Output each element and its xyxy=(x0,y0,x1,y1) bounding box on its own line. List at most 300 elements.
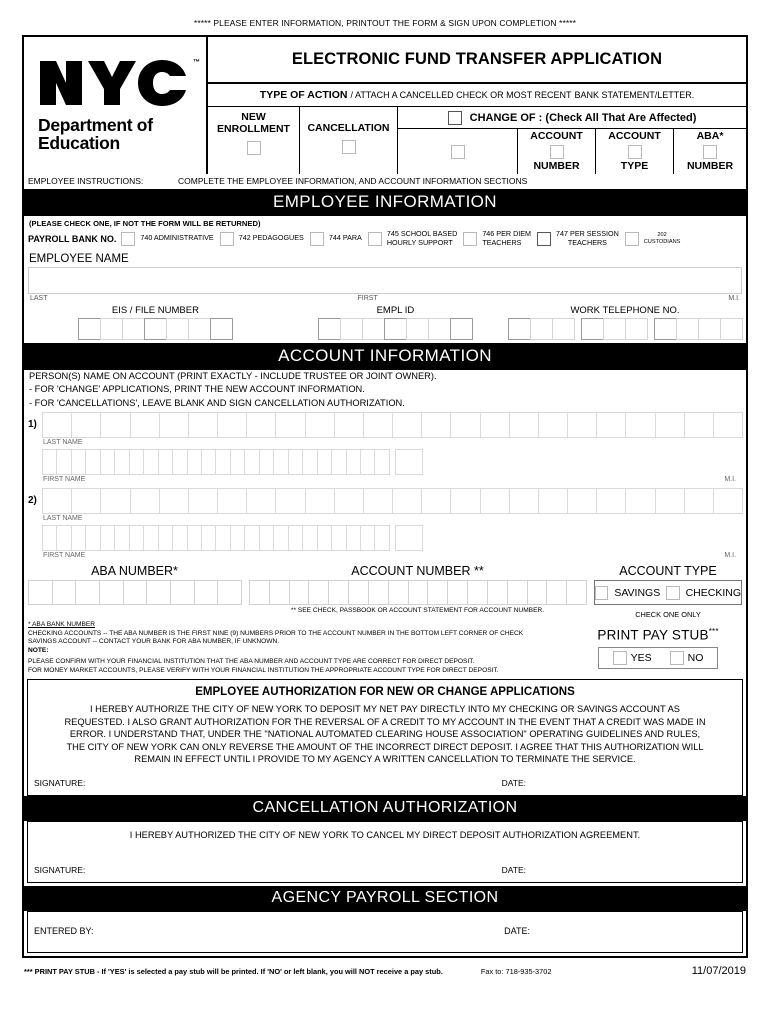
char-box[interactable] xyxy=(362,318,385,340)
char-cell[interactable] xyxy=(56,449,71,475)
payroll-740-checkbox[interactable] xyxy=(121,232,135,246)
person-2-first-name-input[interactable] xyxy=(42,525,389,551)
char-cell[interactable] xyxy=(246,412,276,438)
char-box[interactable] xyxy=(654,318,677,340)
payroll-740-label: 740 ADMINISTRATIVE xyxy=(140,233,214,243)
char-cell[interactable] xyxy=(567,488,597,514)
person-1-first-sublabel-row xyxy=(28,475,742,486)
char-cell[interactable] xyxy=(331,449,346,475)
char-cell[interactable] xyxy=(527,580,548,605)
char-cell[interactable] xyxy=(52,580,77,605)
payroll-746-checkbox[interactable] xyxy=(463,232,477,246)
char-box[interactable] xyxy=(318,318,341,340)
char-cell[interactable] xyxy=(130,488,160,514)
change-account-number-label-1: ACCOUNT xyxy=(530,130,583,142)
char-cell[interactable] xyxy=(100,488,130,514)
char-cell[interactable] xyxy=(374,449,389,475)
empl-id-group xyxy=(283,305,508,340)
footer-revision-date: 11/07/2019 xyxy=(691,965,746,978)
char-cell[interactable] xyxy=(566,580,587,605)
print-pay-stub-text: PRINT PAY STUB xyxy=(597,627,709,643)
char-cell[interactable] xyxy=(71,488,101,514)
type-of-action-instruction: / ATTACH A CANCELLED CHECK OR MOST RECENT xyxy=(350,90,572,100)
person-2-number: 2) xyxy=(28,495,37,507)
char-cell[interactable] xyxy=(249,580,270,605)
print-pay-stub-yes[interactable] xyxy=(613,651,652,665)
char-box[interactable] xyxy=(100,318,123,340)
account-information-bar: ACCOUNT INFORMATION xyxy=(24,343,746,370)
char-cell[interactable] xyxy=(509,412,539,438)
payroll-742-label: 742 PEDAGOGUES xyxy=(238,233,304,243)
change-account-type-label-1: ACCOUNT xyxy=(608,130,661,142)
char-cell[interactable] xyxy=(123,580,148,605)
char-box[interactable] xyxy=(581,318,604,340)
char-box[interactable] xyxy=(450,318,473,340)
char-cell[interactable] xyxy=(334,412,364,438)
char-cell[interactable] xyxy=(487,580,508,605)
char-box[interactable] xyxy=(406,318,429,340)
char-box[interactable] xyxy=(428,318,451,340)
payroll-option-202[interactable] xyxy=(625,232,681,246)
person-1-last-line xyxy=(28,412,742,438)
print-pay-stub-no-label: NO xyxy=(687,651,704,664)
char-cell[interactable] xyxy=(100,412,130,438)
char-cell[interactable] xyxy=(480,412,510,438)
char-cell[interactable] xyxy=(217,488,247,514)
new-enrollment-cell[interactable] xyxy=(208,107,300,174)
form-footer xyxy=(0,958,770,977)
payroll-option-744[interactable] xyxy=(310,232,362,246)
eis-file-number-input[interactable] xyxy=(78,318,232,340)
payroll-746-label-2: TEACHERS xyxy=(482,237,522,247)
note-title: NOTE: xyxy=(28,646,49,654)
char-cell[interactable] xyxy=(201,449,216,475)
form-title: ELECTRONIC FUND TRANSFER APPLICATION xyxy=(291,50,663,68)
char-box[interactable] xyxy=(698,318,721,340)
char-cell[interactable] xyxy=(363,488,393,514)
char-cell[interactable] xyxy=(421,488,451,514)
person-1-number: 1) xyxy=(28,419,37,431)
change-of-blank-cell[interactable] xyxy=(398,129,518,174)
change-aba-number-label-2: NUMBER xyxy=(686,159,734,172)
eis-file-number-group xyxy=(28,305,283,340)
change-account-type-cell[interactable] xyxy=(596,129,674,174)
char-cell[interactable] xyxy=(56,525,71,551)
char-box[interactable] xyxy=(144,318,167,340)
char-cell[interactable] xyxy=(567,412,597,438)
authorization-signature-row xyxy=(28,775,742,795)
char-cell[interactable] xyxy=(188,412,218,438)
payroll-747-label-1: 747 PER SESSION xyxy=(556,229,619,239)
char-cell[interactable] xyxy=(308,580,329,605)
change-of-header[interactable] xyxy=(398,107,746,129)
char-cell[interactable] xyxy=(230,525,245,551)
trademark-symbol: ™ xyxy=(193,58,200,66)
nyc-logo-mark xyxy=(38,57,198,109)
char-box[interactable] xyxy=(384,318,407,340)
cancellation-date-label[interactable]: DATE: xyxy=(501,865,526,876)
account-information-section xyxy=(24,370,746,675)
char-cell[interactable] xyxy=(328,580,349,605)
char-cell[interactable] xyxy=(288,449,303,475)
char-cell[interactable] xyxy=(305,488,335,514)
change-of-cell xyxy=(398,107,746,174)
change-aba-number-checkbox[interactable] xyxy=(703,145,717,159)
type-of-action-instruction-small: BANK STATEMENT/LETTER. xyxy=(574,90,695,100)
char-cell[interactable] xyxy=(71,449,86,475)
change-of-label: CHANGE OF : (Check All That Are Affected) xyxy=(469,111,697,124)
identifier-row xyxy=(28,302,742,340)
change-account-type-label-2: TYPE xyxy=(620,159,649,172)
char-cell[interactable] xyxy=(246,488,276,514)
char-cell[interactable] xyxy=(331,525,346,551)
employee-name-input[interactable] xyxy=(28,267,742,294)
person-2-first-sublabel-row xyxy=(28,551,742,562)
change-of-checkbox[interactable] xyxy=(448,111,462,125)
change-account-number-cell[interactable] xyxy=(518,129,596,174)
char-cell[interactable] xyxy=(480,488,510,514)
char-cell[interactable] xyxy=(538,488,568,514)
cancellation-body: I HEREBY AUTHORIZED THE CITY OF NEW YORK TO CANCEL MY DIRECT DEPOSIT AUTHORIZATION AGREEMENT. xyxy=(129,830,641,841)
agency-payroll-box xyxy=(27,911,743,953)
char-cell[interactable] xyxy=(317,525,332,551)
payroll-option-746[interactable] xyxy=(463,230,531,247)
char-cell[interactable] xyxy=(288,525,303,551)
char-cell[interactable] xyxy=(275,412,305,438)
payroll-option-745[interactable] xyxy=(368,230,457,247)
char-cell[interactable] xyxy=(395,449,423,475)
person-2-first-name-label: FIRST NAME xyxy=(43,552,86,560)
char-cell[interactable] xyxy=(546,580,567,605)
char-cell[interactable] xyxy=(302,525,317,551)
char-cell[interactable] xyxy=(395,525,423,551)
char-cell[interactable] xyxy=(188,488,218,514)
form-header xyxy=(24,37,746,174)
account-number-group xyxy=(241,564,594,614)
payroll-747-label-2: TEACHERS xyxy=(567,237,607,247)
char-cell[interactable] xyxy=(363,412,393,438)
char-cell[interactable] xyxy=(159,412,189,438)
char-cell[interactable] xyxy=(713,412,743,438)
char-cell[interactable] xyxy=(334,488,364,514)
payroll-option-742[interactable] xyxy=(220,232,304,246)
char-cell[interactable] xyxy=(230,449,245,475)
char-cell[interactable] xyxy=(684,488,714,514)
char-box[interactable] xyxy=(78,318,101,340)
change-of-blank-checkbox[interactable] xyxy=(451,145,465,159)
employee-instructions-text: COMPLETE THE EMPLOYEE INFORMATION, AND ACCOUNT INFORMATION SECTIONS xyxy=(178,176,528,187)
checking-label: CHECKING xyxy=(685,586,741,599)
type-of-action-label: TYPE OF ACTION xyxy=(259,89,348,101)
change-account-number-label-2: NUMBER xyxy=(533,159,580,172)
char-cell[interactable] xyxy=(129,449,144,475)
payroll-745-checkbox[interactable] xyxy=(368,232,382,246)
new-enrollment-label-2: ENROLLMENT xyxy=(217,123,290,136)
account-type-label: ACCOUNT TYPE xyxy=(619,564,717,579)
banking-details-row xyxy=(28,562,742,619)
char-cell[interactable] xyxy=(655,488,685,514)
char-cell[interactable] xyxy=(100,449,115,475)
print-pay-stub-superscript: *** xyxy=(708,627,719,637)
char-cell[interactable] xyxy=(244,525,259,551)
char-box[interactable] xyxy=(603,318,626,340)
char-cell[interactable] xyxy=(187,525,202,551)
char-cell[interactable] xyxy=(194,580,219,605)
payroll-option-740[interactable] xyxy=(121,232,213,246)
char-cell[interactable] xyxy=(159,488,189,514)
new-enrollment-checkbox[interactable] xyxy=(247,141,261,155)
employee-name-sublabels xyxy=(28,294,742,302)
work-telephone-group xyxy=(508,305,742,340)
char-cell[interactable] xyxy=(71,412,101,438)
authorization-signature-label[interactable]: SIGNATURE: xyxy=(34,778,86,789)
department-line-2: Education xyxy=(38,133,120,154)
person-2-last-line xyxy=(28,488,742,514)
char-cell[interactable] xyxy=(201,525,216,551)
char-cell[interactable] xyxy=(269,580,290,605)
char-cell[interactable] xyxy=(275,488,305,514)
char-cell[interactable] xyxy=(143,449,158,475)
authorization-date-label[interactable]: DATE: xyxy=(501,778,526,789)
aba-footnote-line-2: SAVINGS ACCOUNT -- CONTACT YOUR BANK FOR ABA NUMBER, IF UNKNOWN. xyxy=(28,638,280,646)
char-cell[interactable] xyxy=(596,412,626,438)
char-cell[interactable] xyxy=(655,412,685,438)
char-cell[interactable] xyxy=(42,412,72,438)
char-cell[interactable] xyxy=(447,580,468,605)
char-cell[interactable] xyxy=(114,449,129,475)
char-cell[interactable] xyxy=(215,525,230,551)
char-cell[interactable] xyxy=(392,412,422,438)
char-cell[interactable] xyxy=(450,488,480,514)
payroll-742-checkbox[interactable] xyxy=(220,232,234,246)
print-pay-stub-options xyxy=(598,647,719,669)
char-cell[interactable] xyxy=(259,525,274,551)
action-grid xyxy=(208,107,746,174)
char-cell[interactable] xyxy=(85,449,100,475)
employee-information-bar: EMPLOYEE INFORMATION xyxy=(24,189,746,216)
char-cell[interactable] xyxy=(289,580,310,605)
char-cell[interactable] xyxy=(172,449,187,475)
aba-number-input[interactable] xyxy=(28,580,241,605)
char-box[interactable] xyxy=(340,318,363,340)
work-telephone-input[interactable] xyxy=(508,318,742,340)
char-cell[interactable] xyxy=(244,449,259,475)
char-cell[interactable] xyxy=(408,580,429,605)
person-1-mi-input[interactable] xyxy=(395,449,742,475)
char-cell[interactable] xyxy=(374,525,389,551)
account-note-line-2: - FOR 'CHANGE' APPLICATIONS, PRINT THE NEW ACCOUNT INFORMATION. xyxy=(29,384,365,395)
department-line-1: Department of xyxy=(38,114,153,135)
employee-instructions-row xyxy=(24,174,746,189)
char-cell[interactable] xyxy=(450,412,480,438)
print-pay-stub-yes-checkbox[interactable] xyxy=(613,651,627,665)
char-cell[interactable] xyxy=(273,525,288,551)
char-cell[interactable] xyxy=(713,488,743,514)
cancellation-signature-row xyxy=(28,862,742,882)
char-cell[interactable] xyxy=(509,488,539,514)
change-account-number-checkbox[interactable] xyxy=(550,145,564,159)
person-2-last-name-input[interactable] xyxy=(42,488,742,514)
char-cell[interactable] xyxy=(170,580,195,605)
char-cell[interactable] xyxy=(42,449,57,475)
account-type-group xyxy=(594,564,742,619)
change-account-type-checkbox[interactable] xyxy=(628,145,642,159)
char-cell[interactable] xyxy=(28,580,53,605)
account-number-input[interactable] xyxy=(249,580,586,605)
person-2-first-spacer xyxy=(28,525,42,532)
char-box[interactable] xyxy=(552,318,575,340)
payroll-745-label xyxy=(387,230,457,247)
empl-id-label: EMPL ID xyxy=(376,305,415,317)
account-number-footnote: ** SEE CHECK, PASSBOOK OR ACCOUNT STATEMENT FOR ACCOUNT NUMBER. xyxy=(290,607,545,615)
char-cell[interactable] xyxy=(684,412,714,438)
char-box[interactable] xyxy=(210,318,233,340)
name-sub-last: LAST xyxy=(30,295,48,303)
char-cell[interactable] xyxy=(158,525,173,551)
box-group-gap xyxy=(574,318,581,340)
work-telephone-label: WORK TELEPHONE NO. xyxy=(570,305,680,317)
print-pay-stub-no[interactable] xyxy=(670,651,704,665)
employee-authorization-box xyxy=(27,679,743,796)
char-cell[interactable] xyxy=(42,525,57,551)
char-box[interactable] xyxy=(508,318,531,340)
char-cell[interactable] xyxy=(360,525,375,551)
nyc-doe-logo xyxy=(24,37,208,174)
print-pay-stub-no-checkbox[interactable] xyxy=(670,651,684,665)
char-cell[interactable] xyxy=(392,488,422,514)
top-instruction-note: ***** PLEASE ENTER INFORMATION, PRINTOUT THE FORM & SIGN UPON COMPLETION ***** xyxy=(193,18,577,28)
payroll-746-label-1: 746 PER DIEM xyxy=(482,229,532,239)
payroll-bank-label: PAYROLL BANK NO. xyxy=(28,233,117,244)
char-cell[interactable] xyxy=(75,580,100,605)
char-cell[interactable] xyxy=(172,525,187,551)
char-cell[interactable] xyxy=(85,525,100,551)
payroll-option-747[interactable] xyxy=(537,230,619,247)
char-cell[interactable] xyxy=(388,580,409,605)
new-enrollment-label-1: NEW xyxy=(241,111,266,123)
char-cell[interactable] xyxy=(625,412,655,438)
payroll-202-label-2: CUSTODIANS xyxy=(643,238,681,245)
change-aba-number-cell[interactable] xyxy=(674,129,746,174)
aba-footnote-title: * ABA BANK NUMBER xyxy=(28,621,96,629)
person-1-last-name-input[interactable] xyxy=(42,412,742,438)
person-1-first-line xyxy=(28,449,742,475)
payroll-747-label xyxy=(556,230,619,247)
char-cell[interactable] xyxy=(99,580,124,605)
char-box[interactable] xyxy=(720,318,743,340)
agency-entry-row xyxy=(28,912,742,952)
name-sub-mi: M.I. xyxy=(728,295,740,303)
account-type-options xyxy=(594,580,742,605)
cancellation-signature-label[interactable]: SIGNATURE: xyxy=(34,865,86,876)
form-title-row xyxy=(208,37,746,84)
employee-instructions-label: EMPLOYEE INSTRUCTIONS: xyxy=(28,176,144,187)
aba-footnote-line-1: CHECKING ACCOUNTS -- THE ABA NUMBER IS THE FIRST NINE (9) NUMBERS PRIOR TO THE ACCOUNT NUMBER IN THE BOTTOM LEFT CORNER OF CHECK xyxy=(28,629,524,637)
person-1-last-name-label: LAST NAME xyxy=(43,439,83,447)
payroll-202-label xyxy=(644,232,681,245)
cancellation-cell[interactable] xyxy=(300,107,398,174)
char-box[interactable] xyxy=(188,318,211,340)
char-cell[interactable] xyxy=(302,449,317,475)
payroll-744-checkbox[interactable] xyxy=(310,232,324,246)
char-cell[interactable] xyxy=(42,488,72,514)
entered-by-label[interactable]: ENTERED BY: xyxy=(34,926,94,937)
char-box[interactable] xyxy=(530,318,553,340)
char-cell[interactable] xyxy=(130,412,160,438)
char-cell[interactable] xyxy=(273,449,288,475)
char-cell[interactable] xyxy=(215,449,230,475)
person-1-first-name-input[interactable] xyxy=(42,449,389,475)
cancellation-authorization-box xyxy=(27,821,743,883)
char-cell[interactable] xyxy=(467,580,488,605)
name-sub-first: FIRST xyxy=(357,295,378,303)
char-cell[interactable] xyxy=(317,449,332,475)
char-cell[interactable] xyxy=(146,580,171,605)
person-1-first-spacer xyxy=(28,449,42,456)
notes-and-paystub-row xyxy=(28,619,742,675)
payroll-745-label-1: 745 SCHOOL BASED xyxy=(386,229,458,239)
payroll-744-label: 744 PARA xyxy=(328,233,362,243)
char-box[interactable] xyxy=(122,318,145,340)
char-box[interactable] xyxy=(676,318,699,340)
payroll-747-checkbox[interactable] xyxy=(537,232,551,246)
char-cell[interactable] xyxy=(507,580,528,605)
char-cell[interactable] xyxy=(217,580,242,605)
char-cell[interactable] xyxy=(217,412,247,438)
person-2-last-sublabel-row xyxy=(28,514,742,525)
char-cell[interactable] xyxy=(114,525,129,551)
checking-checkbox[interactable] xyxy=(666,586,679,600)
agency-date-label[interactable]: DATE: xyxy=(504,926,530,937)
char-cell[interactable] xyxy=(348,580,369,605)
employee-information-section xyxy=(24,216,746,340)
char-box[interactable] xyxy=(625,318,648,340)
char-cell[interactable] xyxy=(129,525,144,551)
print-pay-stub-label xyxy=(574,621,742,643)
change-aba-number-label-1: ABA* xyxy=(696,130,724,142)
person-2-mi-input[interactable] xyxy=(395,525,742,551)
char-cell[interactable] xyxy=(427,580,448,605)
char-cell[interactable] xyxy=(596,488,626,514)
char-cell[interactable] xyxy=(360,449,375,475)
empl-id-input[interactable] xyxy=(318,318,472,340)
cancellation-checkbox[interactable] xyxy=(342,140,356,154)
char-cell[interactable] xyxy=(625,488,655,514)
char-cell[interactable] xyxy=(187,449,202,475)
char-cell[interactable] xyxy=(259,449,274,475)
char-cell[interactable] xyxy=(346,525,361,551)
char-cell[interactable] xyxy=(158,449,173,475)
person-2-mi-label: M.I. xyxy=(724,552,736,560)
print-pay-stub-block xyxy=(574,619,742,675)
payroll-202-label-1: 202 xyxy=(657,231,667,238)
account-note-line-1: PERSON(S) NAME ON ACCOUNT (PRINT EXACTLY - INCLUDE TRUSTEE OR JOINT OWNER). xyxy=(29,371,437,382)
char-cell[interactable] xyxy=(71,525,86,551)
savings-checkbox[interactable] xyxy=(595,586,608,600)
payroll-202-checkbox[interactable] xyxy=(625,232,639,246)
char-cell[interactable] xyxy=(538,412,568,438)
char-cell[interactable] xyxy=(143,525,158,551)
char-box[interactable] xyxy=(166,318,189,340)
department-name xyxy=(38,116,200,153)
char-cell[interactable] xyxy=(305,412,335,438)
char-cell[interactable] xyxy=(368,580,389,605)
char-cell[interactable] xyxy=(346,449,361,475)
char-cell[interactable] xyxy=(100,525,115,551)
person-1-block xyxy=(28,410,742,486)
footer-paystub-note: *** PRINT PAY STUB - If 'YES' is selected a pay stub will be printed. If 'NO' or left blank, you will NOT receive a pay stub. xyxy=(24,967,443,977)
char-cell[interactable] xyxy=(421,412,451,438)
